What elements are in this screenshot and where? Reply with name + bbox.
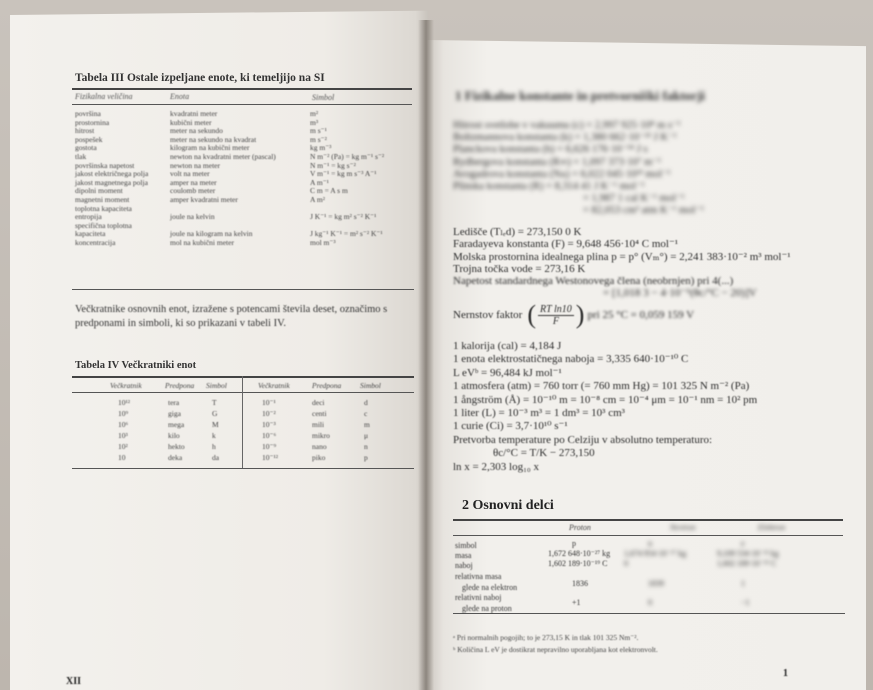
conversion-factors <box>453 340 757 474</box>
particles-top-rule <box>453 519 843 521</box>
table3-quantity-cell: gostota <box>75 143 97 153</box>
particles-value-cell: 1 <box>741 579 745 588</box>
table4-divider <box>242 376 243 468</box>
table3-quantity-cell: specifična toplotna <box>75 220 132 230</box>
table3-top-rule <box>72 88 412 90</box>
section2-title: 2 Osnovni delci <box>462 498 554 513</box>
conversion-line: 1 liter (L) = 10⁻³ m³ = 1 dm³ = 10³ cm³ <box>453 407 625 420</box>
table3-quantity-cell: hitrost <box>75 126 95 136</box>
table3-quantity-cell: površinska napetost <box>75 160 135 170</box>
nernst-factor <box>453 302 694 328</box>
table3-quantity-cell: dipolni moment <box>75 186 123 196</box>
table3-symbol-cell: N m⁻¹ = kg s⁻² <box>310 160 356 170</box>
table4-header-cell: Večkratnik <box>258 381 290 390</box>
table3-unit-cell: newton na meter <box>170 160 220 170</box>
constant-line: = [1,018 3 − 4·10⁻⁵(θc/°C − 20)]V <box>603 287 757 300</box>
table4-cell: c <box>364 409 368 418</box>
table3-header-symbol: Simbol <box>312 93 335 102</box>
open-paren-icon: ( <box>527 300 537 329</box>
conversion-line: 1 atmosfera (atm) = 760 torr (= 760 mm Hg) = 101 325 N m⁻² (Pa) <box>453 380 750 393</box>
table4-header-cell: Simbol <box>206 381 227 390</box>
table4-cell: M <box>212 420 219 429</box>
constant-line: Napetost standardnega Westonovega člena (neobrnjen) pri 4(...) <box>453 275 734 288</box>
table4-cell: 10⁻⁶ <box>262 431 277 440</box>
table4-header-cell: Simbol <box>360 381 381 390</box>
table4-cell: m <box>364 420 370 429</box>
particles-row-label: masa <box>455 551 472 560</box>
particles-value-cell: p <box>572 539 576 548</box>
book-gutter <box>418 20 434 690</box>
table3-symbol-cell: A m² <box>310 194 325 204</box>
particles-row-label: glede na proton <box>462 604 512 613</box>
constant-line: Avogadrova konstanta (Nᴀ) = 6,022 045·10²³ mol⁻¹ <box>453 168 671 180</box>
particles-value-cell: −1 <box>741 598 750 607</box>
particles-value-cell: 1,672 648·10⁻²⁷ kg <box>548 549 611 558</box>
table4-header-cell: Večkratnik <box>110 381 142 390</box>
table3-quantity-cell: površina <box>75 109 101 118</box>
table3-quantity-cell: entropija <box>75 212 102 222</box>
table4-cell: 10⁻¹ <box>262 398 276 407</box>
footnote-b: ᵇ Količina L eV je dostikrat nepravilno uporabljana kot elektronvolt. <box>453 645 658 654</box>
nernst-tail: pri 25 °C = 0,059 159 V <box>587 309 695 321</box>
constant-line: = 1,987 1 cal K⁻¹ mol⁻¹ <box>583 193 685 205</box>
table4-cell: 10⁻¹² <box>262 453 278 462</box>
table3-unit-cell: amper kvadratni meter <box>170 194 238 204</box>
table3-unit-cell: mol na kubični meter <box>170 237 234 247</box>
table4-cell: mega <box>168 420 185 429</box>
conversion-line: 1 ångström (Å) = 10⁻¹⁰ m = 10⁻⁸ cm = 10⁻⁴ μm = 10⁻¹ nm = 10² pm <box>453 393 758 406</box>
footnote-a: ᵃ Pri normalnih pogojih; to je 273,15 K in tlak 101 325 Nm⁻². <box>453 633 639 642</box>
table4-cell: n <box>364 442 368 451</box>
table3-symbol-cell: mol m⁻³ <box>310 237 336 247</box>
table3-header-rule <box>72 104 412 105</box>
table4-bottom-rule <box>72 468 414 469</box>
conversion-line: Pretvorba temperature po Celziju v absolutno temperaturo: <box>453 433 713 446</box>
table3-unit-cell: newton na kvadratni meter (pascal) <box>170 151 276 161</box>
table4-cell: μ <box>364 431 369 440</box>
constant-line: Faradayeva konstanta (F) = 9,648 456·10⁴ C mol⁻¹ <box>453 238 679 251</box>
left-page-number: XII <box>66 676 82 687</box>
table4-cell: 10⁻⁹ <box>262 442 277 451</box>
particles-header-cell: Nevtron <box>670 523 696 532</box>
right-page-number: 1 <box>783 668 788 679</box>
table3-symbol-cell: m³ <box>310 117 319 127</box>
table3-quantity-cell: jakost električnega polja <box>75 169 149 179</box>
particles-value-cell: 1839 <box>648 579 664 588</box>
table3-symbol-cell: J K⁻¹ = kg m² s⁻² K⁻¹ <box>310 212 377 222</box>
nernst-numerator: RT ln10 <box>540 303 572 315</box>
table4-cell: hekto <box>168 442 185 451</box>
table3-quantity-cell: jakost magnetnega polja <box>75 177 148 187</box>
table4-cell: deci <box>312 398 325 407</box>
particles-value-cell: 1,602 189·10⁻¹⁹ C <box>548 559 608 568</box>
particles-row-label: naboj <box>455 561 473 570</box>
constants-blurred <box>453 120 704 218</box>
table3-quantity-cell: magnetni moment <box>75 194 130 204</box>
table4-header-rule <box>72 392 414 393</box>
table4-top-rule <box>72 376 414 378</box>
conversion-line: ln x = 2,303 log₁₀ x <box>453 460 539 473</box>
constant-line: Molska prostornina idealnega plina p = p° (Vₘ°) = 2,241 383·10⁻² m³ mol⁻¹ <box>453 250 791 263</box>
nernst-label: Nernstov faktor <box>453 309 523 321</box>
constant-line: = 82,053 cm³ atm K⁻¹ mol⁻¹ <box>583 205 704 217</box>
nernst-fraction <box>538 304 574 327</box>
constant-line: Planckova konstanta (h) = 6,626 176·10⁻³⁴ J s <box>453 144 648 156</box>
table3-symbol-cell: N m⁻² (Pa) = kg m⁻¹ s⁻² <box>310 151 385 161</box>
constants-list-2 <box>453 226 791 300</box>
table3-unit-cell: meter na sekundo na kvadrat <box>170 134 257 144</box>
particles-header-cell: Elektron <box>758 523 786 532</box>
table4-cell: da <box>212 453 220 462</box>
table3-unit-cell: kilogram na kubični meter <box>170 143 250 153</box>
table4-cell: 10⁻² <box>262 409 276 418</box>
table4-cell: deka <box>168 453 183 462</box>
table3-units <box>170 110 276 248</box>
constant-line: Hitrost svetlobe v vakuumu (c) = 2,997 925·10⁸ m s⁻¹ <box>453 120 681 131</box>
table4-cell: d <box>364 398 368 407</box>
particles-bottom-rule <box>453 613 845 614</box>
table4-cell: 10¹² <box>118 398 130 407</box>
table3-symbol-cell: kg m⁻³ <box>310 143 332 153</box>
table4-cell: T <box>212 398 217 407</box>
table4-cell: giga <box>168 409 181 418</box>
particles-row-label: glede na elektron <box>462 583 518 592</box>
table3-symbols <box>310 110 384 248</box>
table3-unit-cell: joule na kelvin <box>170 212 215 222</box>
constant-line: Trojna točka vode = 273,16 K <box>453 262 586 275</box>
table3-quantity-cell: pospešek <box>75 134 103 144</box>
table4-cell: centi <box>312 409 327 418</box>
table3-symbol-cell: A m⁻¹ <box>310 177 329 187</box>
conversion-line: L eVᵇ = 96,484 kJ mol⁻¹ <box>453 366 562 379</box>
table4-cell: 10⁹ <box>118 409 129 418</box>
table3-symbol-cell: C m = A s m <box>310 186 348 196</box>
conversion-line: 1 enota elektrostatičnega naboja = 3,335 640·10⁻¹⁰ C <box>453 353 689 366</box>
table3-quantity-cell: kapaciteta <box>75 229 106 239</box>
table4-cell: h <box>212 442 216 451</box>
conversion-line: 1 kalorija (cal) = 4,184 J <box>453 340 562 352</box>
table3-unit-cell: meter na sekundo <box>170 126 223 136</box>
table3-unit-cell: amper na meter <box>170 177 217 187</box>
table3-symbol-cell: m s⁻² <box>310 134 327 144</box>
particles-row-label: simbol <box>455 541 477 550</box>
table4-cell: p <box>364 453 368 462</box>
table4-cell: 10⁻³ <box>262 420 276 429</box>
particles-value-cell: 0 <box>624 559 628 568</box>
table4-title: Tabela IV Večkratniki enot <box>75 360 197 371</box>
close-paren-icon: ) <box>575 300 585 329</box>
constant-line: Ledišče (Tₗₑd) = 273,150 0 K <box>453 226 582 238</box>
table3-unit-cell: kubični meter <box>170 117 212 127</box>
particles-value-cell: 9,109 534·10⁻³¹ kg <box>717 549 779 558</box>
particles-value-cell: n <box>648 539 652 548</box>
table4-cell: 10 <box>118 453 126 462</box>
table3-quantities <box>75 110 148 248</box>
table4-cell: k <box>212 431 216 440</box>
particles-header-cell: Proton <box>569 523 591 532</box>
table3-unit-cell: coulomb meter <box>170 186 216 196</box>
table4-cell: 10⁶ <box>118 420 129 429</box>
nernst-denominator: F <box>552 315 559 327</box>
constant-line: Rydbergova konstanta (R∞) = 1,097 373·10⁷ m⁻¹ <box>453 156 661 168</box>
table3-quantity-cell: toplotna kapaciteta <box>75 203 132 213</box>
table4-cell: kilo <box>168 431 180 440</box>
table3-quantity-cell: prostornina <box>75 117 110 127</box>
table4-cell: nano <box>312 442 327 451</box>
table3-quantity-cell: tlak <box>75 151 87 161</box>
table3-symbol-cell: J kg⁻¹ K⁻¹ = m² s⁻² K⁻¹ <box>310 229 383 239</box>
table4-header-cell: Predpona <box>165 381 195 390</box>
table4-cell: piko <box>312 453 326 462</box>
table4-cell: tera <box>168 398 180 407</box>
table4-header-cell: Predpona <box>312 381 342 390</box>
table3-unit-cell: volt na meter <box>170 169 210 179</box>
table4-cell: mikro <box>312 431 330 440</box>
table3-title: Tabela III Ostale izpeljane enote, ki temeljijo na SI <box>75 72 325 84</box>
particles-value-cell: 1,674 954·10⁻²⁷ kg <box>624 549 687 558</box>
particles-value-cell: 0 <box>648 598 652 607</box>
conversion-line: θc/°C = T/K − 273,150 <box>493 447 595 460</box>
particles-value-cell: +1 <box>572 598 581 607</box>
table3-symbol-cell: m s⁻¹ <box>310 126 327 136</box>
particles-row-label: relativni naboj <box>455 593 502 602</box>
constant-line: Plinska konstanta (R) = 8,314 41 J K⁻¹ mol⁻¹ <box>453 181 645 193</box>
table4-cell: 10² <box>118 442 128 451</box>
table3-header-quantity: Fizikalna veličina <box>75 92 133 101</box>
particles-header-rule <box>453 535 843 536</box>
particles-value-cell: 1,602 189·10⁻¹⁹ C <box>717 559 777 568</box>
paragraph-multiples: Večkratnike osnovnih enot, izražene s potencami števila deset, označimo s predponami in simboli, ki so prikazani v tabeli IV. <box>75 304 388 329</box>
table3-quantity-cell: koncentracija <box>75 237 116 247</box>
table3-bottom-rule <box>72 289 414 290</box>
table4-cell: 10³ <box>118 431 128 440</box>
particles-value-cell: 1836 <box>572 579 588 588</box>
table3-symbol-cell: V m⁻¹ = kg m s⁻³ A⁻¹ <box>310 169 377 179</box>
particles-row-label: relativna masa <box>455 572 502 581</box>
section1-title: 1 Fizikalne konstante in pretvorniški faktorji <box>455 88 706 103</box>
table3-unit-cell: kvadratni meter <box>170 109 218 118</box>
table4-cell: G <box>212 409 218 418</box>
constant-line: Boltzmannova konstanta (k) = 1,380 662·10⁻²³ J K⁻¹ <box>453 132 677 144</box>
table4-cell: mili <box>312 420 325 429</box>
table3-unit-cell: joule na kilogram na kelvin <box>170 229 253 239</box>
table3-header-unit: Enota <box>170 92 190 101</box>
particles-value-cell: e <box>741 539 745 548</box>
conversion-line: 1 curie (Ci) = 3,7·10¹⁰ s⁻¹ <box>453 420 568 433</box>
table3-symbol-cell: m² <box>310 109 319 118</box>
